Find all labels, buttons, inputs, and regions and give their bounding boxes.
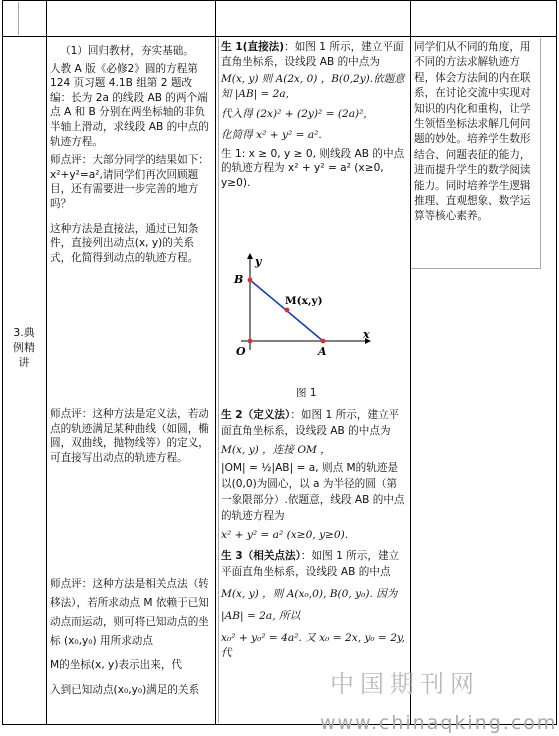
cell-inner-bottom-3 xyxy=(411,268,541,269)
method-direct-note: 这种方法是直接法，通过已知条件，直接列出动点(x, y)的关系式，化简得到动点的轨迹方程。 xyxy=(50,222,199,264)
point-b xyxy=(248,278,253,283)
col-border-right xyxy=(556,0,557,725)
y-axis-label: y xyxy=(255,255,262,268)
task-intro: （1）回归教材，夯实基础。 xyxy=(60,45,194,57)
label-m: M(x,y) xyxy=(285,295,323,307)
student3-equation: x₀² + y₀² = 4a². 又 x₀ = 2x, y₀ = 2y,代 xyxy=(221,631,405,660)
col-border-1 xyxy=(46,0,47,725)
cell-inner-left-1 xyxy=(18,2,19,35)
student2-solution: 生 2（定义法）：如图 1 所示，建立平面直角坐标系，设线段 AB 的中点为 xyxy=(221,409,400,437)
label-o: O xyxy=(236,345,246,358)
cell-inner-left-2 xyxy=(218,38,219,723)
student2-definition: |OM| = ½|AB| = a, 则点 M的轨迹是以(0,0)为圆心，以 a 为半径的圆（第一象限部分）.依题意，线段 AB 的中点的轨迹方程为 xyxy=(221,462,405,522)
student2-connect: M(x, y) ，连接 OM ， xyxy=(221,443,331,456)
col-border-left xyxy=(2,0,3,725)
figure-1 xyxy=(225,250,375,370)
teacher-column xyxy=(50,44,212,268)
table-top-border xyxy=(2,0,556,1)
student3-length: |AB| = 2a, 所以 xyxy=(221,609,301,622)
method-related-point-note: 师点评：这种方法是相关点法（转移法），若所求动点 M 依赖于已知动点而运动，则可将已知动点的坐标 (x₀,y₀) 用所求动点 xyxy=(50,578,209,647)
design-intent-text: 同学们从不同的角度，用不同的方法求解轨迹方程，体会方法间的内在联系，在讨论交流中实现对知识的内化和重构，让学生领悟坐标法求解几何问题的妙处。培养学生数形结合、问题表征的能力，进而提升学生的数学阅读能力。同时培养学生逻辑推理、直观想象、数学运算等核心素养。 xyxy=(414,41,531,223)
label-a: A xyxy=(318,345,327,358)
table-header-divider xyxy=(2,36,556,37)
student1-setup: M(x, y) 则 A(2x, 0) ，B(0,2y).依题意知 |AB| = 2a, xyxy=(221,73,405,100)
student1-simplify: 化简得 x² + y² = a². xyxy=(221,128,322,141)
figure-caption: 图 1 xyxy=(296,387,317,399)
point-a xyxy=(321,339,326,344)
student1-substitute: 代入得 (2x)² + (2y)² = (2a)², xyxy=(221,108,367,121)
point-m xyxy=(285,308,290,313)
design-intent-column xyxy=(414,40,538,228)
teacher-comment-1: 师点评：大部分同学的结果如下：x²+y²=a²,请同学们再次回顾题目，还有需要进一步完善的地方吗？ xyxy=(50,154,209,210)
watermark-url: www.chinaqking.com xyxy=(320,712,558,734)
col-border-3 xyxy=(410,0,411,725)
method-related-point-note-2: M的坐标(x, y)表示出来，代 xyxy=(50,659,183,671)
method-related-point-note-3: 入到已知动点(x₀,y₀)满足的关系 xyxy=(50,684,200,696)
x-axis-label: x xyxy=(363,328,370,341)
watermark-cn: 中国期刊网 xyxy=(330,670,480,698)
student3-setup: M(x, y) ，则 A(x₀,0), B(0, y₀). 因为 xyxy=(221,587,398,600)
teacher-comment-3 xyxy=(50,575,212,703)
task-statement: 人教 A 版《必修2》圆的方程第124 页习题 4.1B 组第 2 题改编：长为 2a 的线段 AB 的两个端点 A 和 B 分别在两坐标轴的非负半轴上滑动，求线段 AB 的中点的轨迹方程。 xyxy=(50,62,209,148)
label-b: B xyxy=(234,273,244,286)
student3-solution: 生 3（相关点法）：如图 1 所示，建立平面直角坐标系，设线段 AB 的中点 xyxy=(221,550,400,579)
student1-domain: 生 1: x ≥ 0, y ≥ 0, 则线段 AB 的中点的轨迹方程为 x² + y² = a² (x≥0, y≥0). xyxy=(221,147,405,189)
teacher-comment-2 xyxy=(50,407,212,468)
point-o xyxy=(248,339,253,344)
section-label: 3.典 例精 讲 xyxy=(13,326,35,369)
student2-result: x² + y² = a² (x≥0, y≥0). xyxy=(221,528,349,541)
student-column-bottom xyxy=(221,408,407,665)
student1-solution: 生 1(直接法)：如图 1 所示，建立平面直角坐标系，设线段 AB 的中点为 xyxy=(221,41,404,68)
method-definition-note: 师点评：这种方法是定义法，若动点的轨迹满足某种曲线（如圆，椭圆，双曲线，抛物线等）的定义，可直接写出动点的轨迹方程。 xyxy=(50,408,209,464)
student-column-top xyxy=(221,40,407,193)
cell-inner-right-3 xyxy=(540,38,541,268)
col-border-2 xyxy=(215,0,216,725)
